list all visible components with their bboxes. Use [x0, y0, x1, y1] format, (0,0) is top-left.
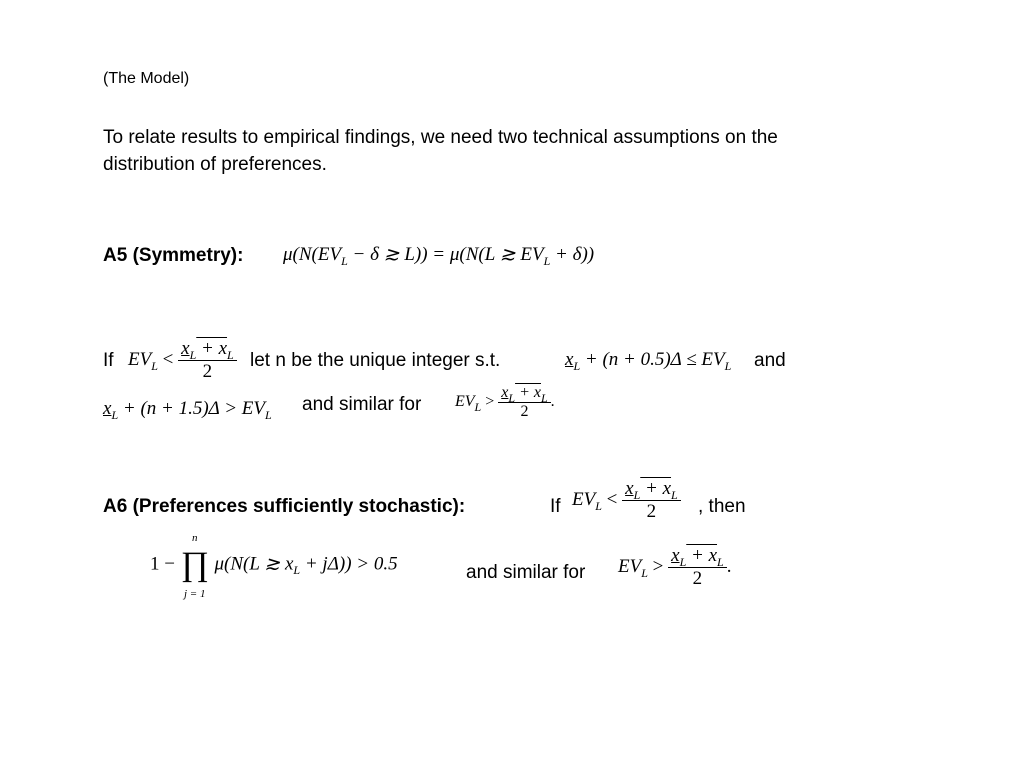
a6b-period: . — [726, 555, 732, 577]
a6-similar: and similar for — [466, 562, 586, 583]
prod-symbol: ∏ — [180, 546, 209, 583]
a6b-gt: > — [647, 555, 664, 577]
a6-then: , then — [698, 496, 746, 517]
a6-num-x: x — [625, 478, 634, 499]
a6-den: 2 — [646, 501, 657, 522]
frac-num-x: x — [181, 338, 190, 359]
a5-formula — [283, 243, 594, 266]
cond-if: If — [103, 350, 114, 371]
a6b-ev: EV — [618, 555, 642, 577]
cond-and: and — [754, 350, 786, 371]
fraction — [178, 338, 237, 383]
prod-operator — [180, 532, 210, 600]
fraction-2 — [498, 384, 550, 421]
intro-line-2: distribution of preferences. — [103, 154, 327, 175]
frac2-num-sub2: L — [540, 391, 548, 405]
a6-lt: < — [601, 488, 618, 510]
a6b-ev-sub: L — [641, 565, 648, 580]
a6b-fraction — [668, 545, 727, 590]
frac2-den: 2 — [520, 403, 529, 420]
prod-formula — [150, 532, 398, 600]
frac-num-plus: + x — [196, 338, 228, 359]
prod-top: n — [191, 532, 198, 544]
cond2-gt: > — [481, 393, 495, 411]
ineq2-rest: + (n + 1.5)Δ > EV — [118, 398, 266, 419]
cond-similar: and similar for — [302, 394, 422, 415]
a6-frac-2 — [618, 545, 731, 590]
prod-body: μ(N(L ≳ x — [214, 553, 294, 575]
frac2-num-sub: L — [508, 391, 516, 405]
a6-num-sub2: L — [671, 488, 678, 502]
frac2-num-plus: + x — [515, 384, 541, 401]
cond-ineq-1 — [565, 349, 731, 371]
a6-ev: EV — [572, 488, 596, 510]
ineq2-x: x — [103, 398, 112, 419]
a6b-num-plus: + x — [686, 545, 718, 566]
prod-pre: 1 − — [150, 553, 175, 575]
frac-num-sub2: L — [227, 348, 234, 362]
cond-ev-sub: L — [151, 358, 158, 373]
ineq1-x: x — [565, 349, 574, 370]
cond-mid: let n be the unique integer s.t. — [250, 350, 501, 371]
frac-den: 2 — [202, 361, 213, 382]
a5-left-rest: − δ ≳ L)) = μ(N(L ≳ EV — [347, 244, 544, 265]
a5-label: A5 (Symmetry): — [103, 245, 244, 266]
a6-frac — [572, 478, 681, 523]
intro-line-1: To relate results to empirical findings, we need two technical assumptions on the — [103, 127, 778, 148]
a5-right-rest: + δ)) — [550, 244, 595, 265]
ineq2-sub: L — [111, 408, 119, 422]
a5-left-sub: L — [341, 254, 348, 268]
frac2-num-x: x — [501, 384, 509, 401]
ineq2-sub2: L — [265, 408, 272, 422]
cond-ev: EV — [128, 348, 152, 370]
frac-num-sub: L — [189, 348, 197, 362]
ineq1-sub2: L — [724, 359, 732, 373]
a5-right-sub: L — [543, 254, 551, 268]
a5-left: μ(N(EV — [283, 244, 342, 265]
ineq1-sub: L — [573, 359, 581, 373]
prod-body-rest: + jΔ)) > 0.5 — [300, 553, 398, 575]
prod-bottom: j = 1 — [183, 588, 206, 600]
cond-lt: < — [157, 348, 174, 370]
a6-fraction — [622, 478, 681, 523]
a6-label: A6 (Preferences sufficiently stochastic): — [103, 496, 466, 517]
section-label: (The Model) — [103, 70, 190, 87]
cond-frac-2 — [455, 384, 555, 421]
cond-ineq-2 — [103, 398, 272, 420]
ineq1-rest: + (n + 0.5)Δ ≤ EV — [580, 349, 725, 370]
a6b-den: 2 — [692, 568, 703, 589]
cond2-ev-sub: L — [474, 400, 482, 415]
a6b-num-x: x — [671, 545, 680, 566]
a6-num-sub: L — [633, 488, 641, 502]
cond2-ev: EV — [455, 393, 475, 411]
a6b-num-sub: L — [679, 555, 687, 569]
cond-frac-1 — [128, 338, 237, 383]
a6-ev-sub: L — [595, 498, 602, 513]
prod-body-sub: L — [293, 563, 301, 578]
cond2-period: . — [550, 393, 555, 411]
a6b-num-sub2: L — [717, 555, 724, 569]
a6-if: If — [550, 496, 561, 517]
a6-num-plus: + x — [640, 478, 672, 499]
